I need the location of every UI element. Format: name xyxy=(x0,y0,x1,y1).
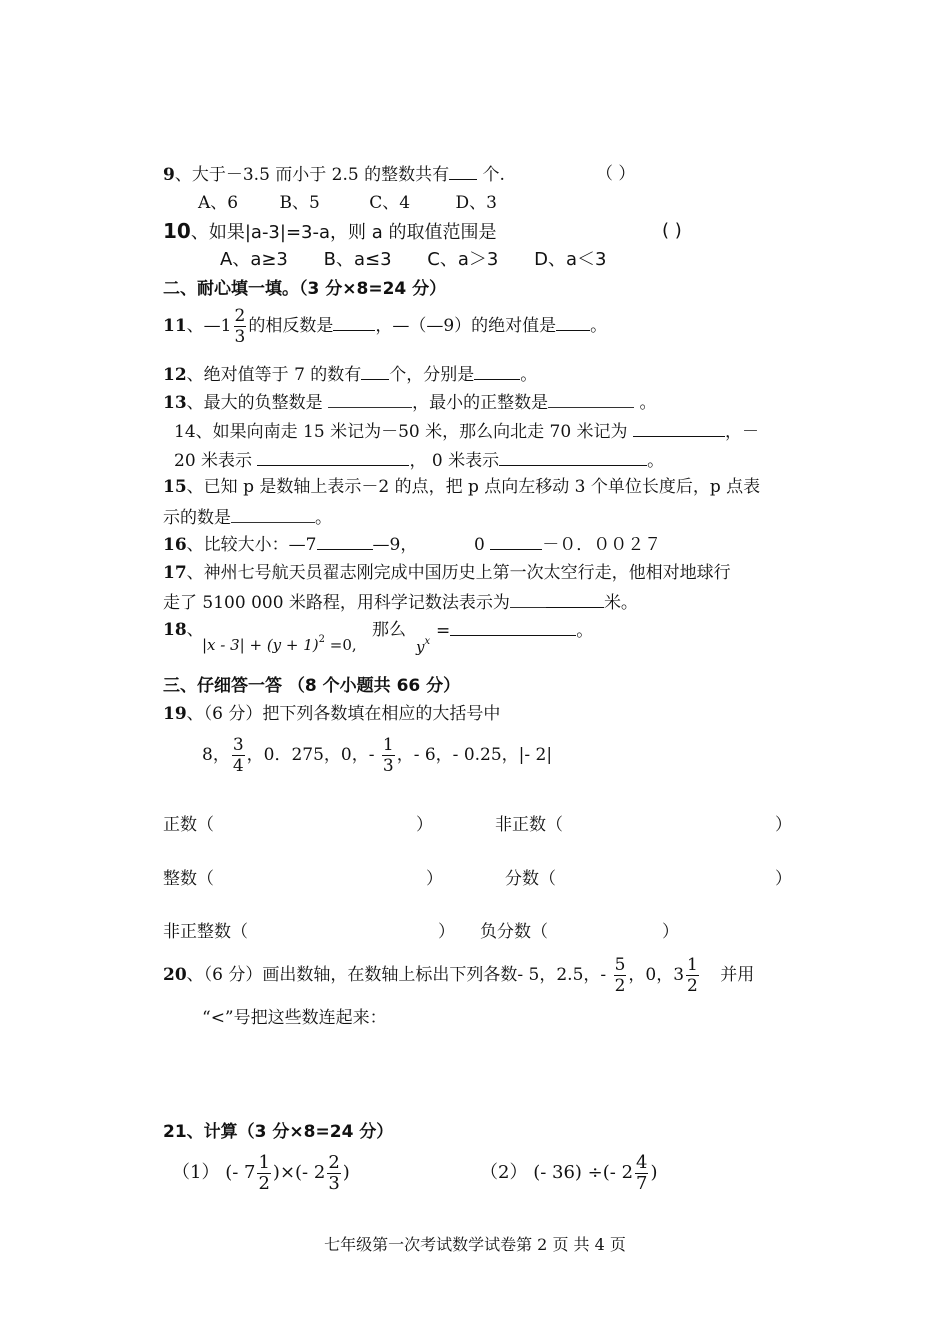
question-17 xyxy=(163,562,731,584)
question-number: 15 xyxy=(163,477,187,497)
answer-blank[interactable] xyxy=(257,449,409,466)
number-list-text-2: ，0．275，0，- xyxy=(246,745,380,765)
answer-blank[interactable] xyxy=(449,163,477,180)
answer-blank[interactable] xyxy=(474,363,520,380)
question-text-2: 个，分别是 xyxy=(389,365,475,385)
question-text: 、已知 p 是数轴上表示－2 的点，把 p 点向左移动 3 个单位长度后，p 点表 xyxy=(186,477,761,497)
option-b: B、a≤3 xyxy=(323,249,392,270)
question-18-formula xyxy=(202,629,357,656)
category-fraction-close: ） xyxy=(775,869,792,889)
fraction-2: $\frac{1}{3}$ xyxy=(382,735,394,776)
question-number: 16 xyxy=(163,535,187,555)
answer-blank[interactable] xyxy=(317,533,373,550)
question-text: 、如果向南走 15 米记为－50 米，那么向北走 70 米记为 xyxy=(195,422,628,442)
math-variable: y xyxy=(416,638,425,656)
fraction-2: $\frac{2}{3}$ xyxy=(328,1151,340,1194)
answer-blank[interactable] xyxy=(633,420,725,437)
question-15 xyxy=(163,476,760,498)
question-18-tail xyxy=(372,619,406,641)
number-list-text-2: ，0，3 xyxy=(628,965,685,985)
question-18-y xyxy=(416,631,430,658)
page-footer: 七年级第一次考试数学试卷第 2 页 共 4 页 xyxy=(324,1235,626,1254)
question-text-3: 0 xyxy=(474,535,485,555)
question-text-2: ，－ xyxy=(724,422,759,442)
question-number: 18 xyxy=(163,620,187,640)
question-prefix: 、—1 xyxy=(186,316,232,336)
question-text: 、计算（3 分×8=24 分） xyxy=(186,1122,394,1142)
answer-blank[interactable] xyxy=(490,533,542,550)
math-expression: (- 36) ÷(- 2 xyxy=(533,1162,634,1183)
question-12 xyxy=(163,363,537,386)
answer-blank[interactable] xyxy=(548,391,634,408)
question-text: 、比较大小：—7 xyxy=(186,535,317,555)
category-nonpositive-integer-close: ） xyxy=(438,922,455,942)
math-expression-2: ) xyxy=(650,1162,658,1183)
question-number: 20 xyxy=(163,965,187,985)
question-end: 。 xyxy=(315,508,332,528)
math-expression-2: )×(- 2 xyxy=(272,1162,326,1183)
answer-blank[interactable] xyxy=(450,619,576,636)
question-19-numbers xyxy=(202,732,552,778)
question-16-part2 xyxy=(474,533,661,556)
question-text-2: 示的数是 xyxy=(163,508,231,528)
question-number: 11 xyxy=(163,316,187,336)
answer-blank[interactable] xyxy=(361,363,389,380)
fraction: $\frac{3}{4}$ xyxy=(232,735,244,776)
question-text: 、如果|a-3|=3-a，则 a 的取值范围是 xyxy=(190,222,497,243)
math-expression-2: =0, xyxy=(325,636,357,654)
answer-paren: （ ） xyxy=(596,164,636,184)
question-tail: 个. xyxy=(482,165,505,185)
math-expression: |x - 3| + (y + 1) xyxy=(202,636,319,654)
category-nonpositive-integer: 非正整数（ xyxy=(163,922,248,942)
question-number: 17 xyxy=(163,563,187,583)
category-positive: 正数（ xyxy=(163,815,214,835)
number-list-text: 8， xyxy=(202,745,230,765)
option-a: A、6 xyxy=(198,193,239,213)
question-text: 、（6 分）画出数轴，在数轴上标出下列各数 xyxy=(186,965,518,985)
number-list-text-3: ，- 6，- 0.25，|- 2| xyxy=(396,745,553,765)
question-text-2: ，最小的正整数是 xyxy=(412,393,549,413)
equals-sign: = xyxy=(436,621,451,641)
answer-paren: ( ) xyxy=(662,220,682,241)
math-exponent: 2 xyxy=(318,634,326,645)
option-c: C、a＞3 xyxy=(427,249,499,270)
answer-blank[interactable] xyxy=(556,314,590,331)
question-text: 、绝对值等于 7 的数有 xyxy=(186,365,362,385)
category-negative-fraction: 负分数（ xyxy=(480,922,548,942)
question-21-part2 xyxy=(480,1150,658,1196)
option-d: D、a＜3 xyxy=(534,249,607,270)
question-9-options xyxy=(198,192,497,214)
question-prefix: 、 xyxy=(186,620,204,640)
question-text: 、（6 分）把下列各数填在相应的大括号中 xyxy=(186,704,501,724)
option-c: C、4 xyxy=(369,193,411,213)
math-exponent: x xyxy=(424,636,431,647)
question-number: 9 xyxy=(163,165,175,185)
answer-blank[interactable] xyxy=(231,506,315,523)
question-10-options xyxy=(220,249,606,271)
answer-blank[interactable] xyxy=(510,591,546,608)
question-21-part1 xyxy=(172,1150,350,1196)
question-text: 的相反数是 xyxy=(248,316,334,336)
question-end: 。 xyxy=(576,621,594,641)
answer-blank[interactable] xyxy=(333,314,375,331)
question-11 xyxy=(163,306,607,347)
question-19 xyxy=(163,703,500,725)
question-text-4: ， 0 米表示 xyxy=(409,451,500,471)
answer-blank-2[interactable] xyxy=(546,591,604,608)
option-b: B、5 xyxy=(279,193,320,213)
fraction: $\frac{5}{2}$ xyxy=(614,955,626,996)
category-negative-fraction-close: ） xyxy=(662,922,679,942)
question-18 xyxy=(163,619,204,641)
question-end: 。 xyxy=(590,316,608,336)
question-number: 10 xyxy=(163,219,191,243)
question-text-2: ，—（—9）的绝对值是 xyxy=(375,316,557,336)
question-number: 12 xyxy=(163,365,187,385)
question-20-line2: “<”号把这些数连起来： xyxy=(202,1008,387,1028)
question-15-line2 xyxy=(163,506,332,529)
fraction: $\frac{1}{2}$ xyxy=(258,1151,270,1194)
question-17-line2 xyxy=(163,591,638,614)
fraction-2: $\frac{1}{2}$ xyxy=(687,955,698,996)
question-text: 、最大的负整数是 xyxy=(186,393,323,413)
answer-blank[interactable] xyxy=(499,449,647,466)
category-integer: 整数（ xyxy=(163,869,214,889)
fraction: $\frac{2}{3}$ xyxy=(234,306,246,347)
question-end: 。 xyxy=(647,451,665,471)
question-text: 、大于－3.5 而小于 2.5 的整数共有 xyxy=(174,165,450,185)
fraction: $\frac{4}{7}$ xyxy=(636,1151,648,1194)
question-13 xyxy=(163,391,656,414)
question-text-3: 20 米表示 xyxy=(174,451,253,471)
question-14-line2 xyxy=(174,449,664,472)
question-number: 13 xyxy=(163,393,187,413)
question-21 xyxy=(163,1121,393,1143)
category-fraction: 分数（ xyxy=(505,869,556,889)
question-end: 。 xyxy=(520,365,538,385)
question-18-answer xyxy=(436,619,593,642)
section-3-title: 三、仔细答一答 （8 个小题共 66 分） xyxy=(163,676,461,696)
category-nonpositive: 非正数（ xyxy=(495,815,563,835)
math-expression-3: ) xyxy=(342,1162,350,1183)
math-expression: (- 7 xyxy=(225,1162,256,1183)
option-a: A、a≥3 xyxy=(220,249,288,270)
section-2-title: 二、耐心填一填。（3 分×8=24 分） xyxy=(163,279,447,299)
category-nonpositive-close: ） xyxy=(775,815,792,835)
question-text-4: －０．００２７ xyxy=(542,535,662,555)
question-tail: 并用 xyxy=(720,965,755,985)
question-16 xyxy=(163,533,417,556)
question-text: 那么 xyxy=(372,620,406,640)
question-number: 19 xyxy=(163,704,187,724)
question-number: 21 xyxy=(163,1122,187,1142)
option-d: D、3 xyxy=(455,193,497,213)
question-end: 。 xyxy=(639,393,657,413)
number-list-text: - 5，2.5，- xyxy=(517,965,612,985)
part-label: （2） xyxy=(480,1162,528,1183)
question-9 xyxy=(163,163,505,186)
question-text-2: —9， xyxy=(372,535,418,555)
category-integer-close: ） xyxy=(426,869,443,889)
question-end: 米。 xyxy=(603,593,638,613)
category-positive-close: ） xyxy=(416,815,433,835)
question-text-2: 走了 5100 000 米路程，用科学记数法表示为 xyxy=(163,593,510,613)
question-10 xyxy=(163,220,496,244)
question-20 xyxy=(163,952,754,998)
answer-blank[interactable] xyxy=(328,391,412,408)
part-label: （1） xyxy=(172,1162,220,1183)
question-text: 、神州七号航天员翟志刚完成中国历史上第一次太空行走，他相对地球行 xyxy=(186,563,731,583)
question-number: 14 xyxy=(174,422,196,442)
question-14 xyxy=(174,420,759,443)
